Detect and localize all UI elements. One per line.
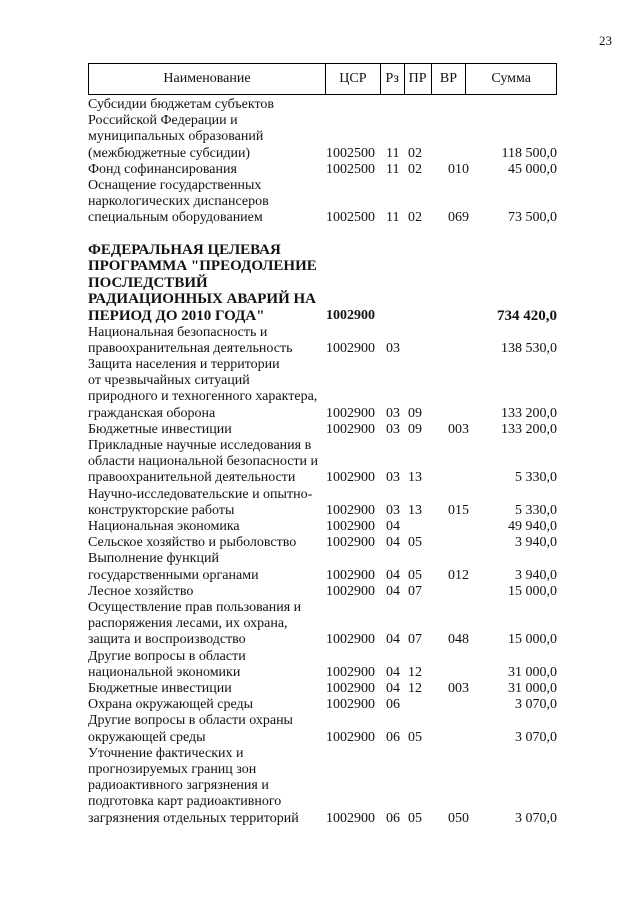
header-pr: ПР <box>405 64 432 94</box>
row-sum: 15 000,0 <box>508 583 557 599</box>
row-pr: 02 <box>408 210 422 226</box>
row-sum: 73 500,0 <box>508 210 557 226</box>
row-name: Бюджетные инвестиции <box>88 681 232 697</box>
row-name: Фонд софинансирования <box>88 161 237 177</box>
row-rz: 06 <box>386 729 400 745</box>
row-rz: 03 <box>386 340 400 356</box>
row-sum: 49 940,0 <box>508 519 557 535</box>
row-csr: 1002900 <box>326 632 375 648</box>
header-rz: Рз <box>381 64 405 94</box>
header-vr: ВР <box>432 64 467 94</box>
row-pr: 13 <box>408 470 422 486</box>
row-csr: 1002500 <box>326 161 375 177</box>
row-rz: 06 <box>386 810 400 826</box>
row-name: Уточнение фактических и прогнозируемых границ зон радиоактивного загрязнения и подготовка карт радиоактивного загрязнения отдельных территорий <box>88 745 299 826</box>
row-rz: 03 <box>386 421 400 437</box>
row-name: Охрана окружающей среды <box>88 697 254 713</box>
row-name: Защита населения и территории от чрезвычайных ситуаций природного и техногенного характера, гражданская оборона <box>88 357 318 421</box>
row-pr: 02 <box>408 145 422 161</box>
row-rz: 04 <box>386 681 400 697</box>
table-row <box>88 600 557 649</box>
table-header <box>88 63 557 95</box>
row-vr: 003 <box>448 681 469 697</box>
table-row <box>88 422 557 438</box>
row-pr: 12 <box>408 664 422 680</box>
row-name: Другие вопросы в области национальной экономики <box>88 648 246 680</box>
row-csr: 1002900 <box>326 681 375 697</box>
row-rz: 03 <box>386 470 400 486</box>
page-number: 23 <box>599 33 612 48</box>
table-row <box>88 535 557 551</box>
table-row <box>88 519 557 535</box>
row-csr: 1002900 <box>326 810 375 826</box>
row-name: Сельское хозяйство и рыболовство <box>88 535 297 551</box>
row-sum: 118 500,0 <box>501 145 557 161</box>
row-pr: 09 <box>408 405 422 421</box>
row-pr: 05 <box>408 535 422 551</box>
row-vr: 050 <box>448 810 469 826</box>
row-sum: 5 330,0 <box>515 470 557 486</box>
row-pr: 12 <box>408 681 422 697</box>
row-csr: 1002900 <box>326 308 375 323</box>
row-name: Оснащение государственных наркологических диспансеров специальным оборудованием <box>88 178 269 226</box>
row-vr: 015 <box>448 502 469 518</box>
row-pr: 02 <box>408 161 422 177</box>
row-sum: 31 000,0 <box>508 664 557 680</box>
row-name: ФЕДЕРАЛЬНАЯ ЦЕЛЕВАЯ ПРОГРАММА "ПРЕОДОЛЕНИЕ ПОСЛЕДСТВИЙ РАДИАЦИОННЫХ АВАРИЙ НА ПЕРИОД ДО 2010 ГОДА" <box>88 241 317 324</box>
row-rz: 04 <box>386 664 400 680</box>
row-pr: 07 <box>408 583 422 599</box>
table-row <box>88 97 557 162</box>
row-name: Выполнение функций государственными органами <box>88 551 259 583</box>
row-rz: 04 <box>386 583 400 599</box>
header-sum: Сумма <box>491 71 532 86</box>
row-rz: 04 <box>386 632 400 648</box>
table-row <box>88 242 557 325</box>
table-row <box>88 713 557 745</box>
row-pr: 05 <box>408 729 422 745</box>
table-row <box>88 178 557 227</box>
table-row <box>88 551 557 583</box>
row-name: Научно-исследовательские и опытно- конструкторские работы <box>88 486 313 518</box>
table-row <box>88 357 557 422</box>
row-vr: 012 <box>448 567 469 583</box>
row-sum: 31 000,0 <box>508 681 557 697</box>
row-pr: 05 <box>408 567 422 583</box>
row-csr: 1002900 <box>326 664 375 680</box>
row-sum: 133 200,0 <box>501 405 557 421</box>
row-sum: 15 000,0 <box>508 632 557 648</box>
row-name: Бюджетные инвестиции <box>88 421 232 437</box>
row-csr: 1002900 <box>326 567 375 583</box>
row-sum: 138 530,0 <box>501 340 557 356</box>
row-csr: 1002900 <box>326 405 375 421</box>
row-rz: 04 <box>386 519 400 535</box>
row-csr: 1002900 <box>326 470 375 486</box>
row-rz: 11 <box>386 145 400 161</box>
row-sum: 3 940,0 <box>515 535 557 551</box>
row-name: Другие вопросы в области охраны окружающей среды <box>88 713 293 745</box>
table-row <box>88 325 557 357</box>
row-sum: 5 330,0 <box>515 502 557 518</box>
row-csr: 1002900 <box>326 519 375 535</box>
table-row <box>88 584 557 600</box>
table-row <box>88 681 557 697</box>
table-body <box>88 97 557 827</box>
row-csr: 1002900 <box>326 502 375 518</box>
row-vr: 003 <box>448 421 469 437</box>
row-pr: 05 <box>408 810 422 826</box>
row-csr: 1002900 <box>326 535 375 551</box>
table-row <box>88 697 557 713</box>
row-vr: 010 <box>448 161 469 177</box>
row-name: Национальная безопасность и правоохранительная деятельность <box>88 324 293 356</box>
table-row <box>88 649 557 681</box>
row-csr: 1002500 <box>326 145 375 161</box>
row-rz: 04 <box>386 567 400 583</box>
row-name: Лесное хозяйство <box>88 583 194 599</box>
row-pr: 07 <box>408 632 422 648</box>
row-name: Осуществление прав пользования и распоряжения лесами, их охрана, защита и воспроизводство <box>88 600 302 648</box>
row-sum: 45 000,0 <box>508 161 557 177</box>
row-csr: 1002900 <box>326 697 375 713</box>
row-rz: 03 <box>386 405 400 421</box>
row-csr: 1002900 <box>326 583 375 599</box>
header-csr: ЦСР <box>326 64 381 94</box>
header-name: Наименование <box>89 64 326 94</box>
row-pr: 13 <box>408 502 422 518</box>
row-rz: 04 <box>386 535 400 551</box>
row-sum: 3 070,0 <box>515 697 557 713</box>
table-row <box>88 438 557 487</box>
row-pr: 09 <box>408 421 422 437</box>
row-csr: 1002500 <box>326 210 375 226</box>
table-row <box>88 162 557 178</box>
row-sum: 734 420,0 <box>497 308 557 324</box>
row-name: Субсидии бюджетам субъектов Российской Федерации и муниципальных образований (межбюджетные субсидии) <box>88 97 275 161</box>
row-name: Прикладные научные исследования в области национальной безопасности и правоохранительной деятельности <box>88 438 319 486</box>
row-csr: 1002900 <box>326 729 375 745</box>
row-vr: 069 <box>448 210 469 226</box>
table-row <box>88 746 557 827</box>
row-sum: 3 940,0 <box>515 567 557 583</box>
row-sum: 3 070,0 <box>515 729 557 745</box>
row-vr: 048 <box>448 632 469 648</box>
row-name: Национальная экономика <box>88 519 240 535</box>
row-rz: 11 <box>386 210 400 226</box>
row-csr: 1002900 <box>326 421 375 437</box>
row-sum: 3 070,0 <box>515 810 557 826</box>
row-csr: 1002900 <box>326 340 375 356</box>
row-rz: 11 <box>386 161 400 177</box>
table-row <box>88 487 557 519</box>
row-rz: 03 <box>386 502 400 518</box>
row-rz: 06 <box>386 697 400 713</box>
row-sum: 133 200,0 <box>501 421 557 437</box>
